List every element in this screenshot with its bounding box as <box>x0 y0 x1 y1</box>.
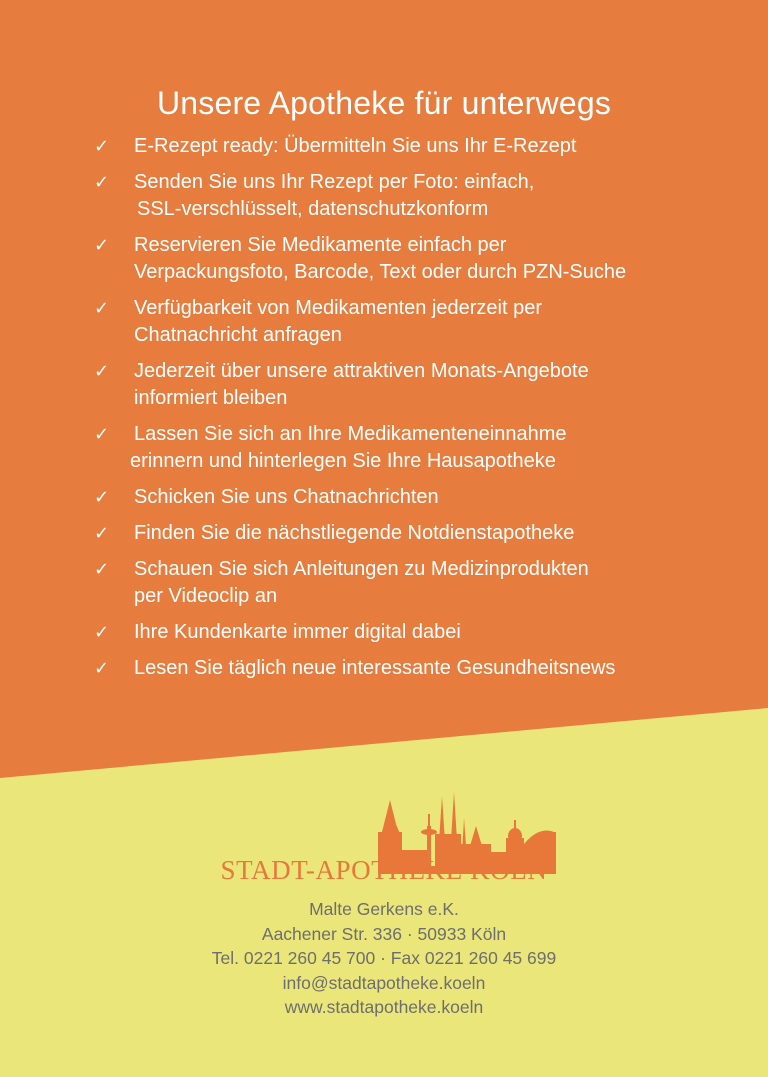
feature-text: Schicken Sie uns Chatnachrichten <box>134 486 439 508</box>
feature-item <box>94 619 734 646</box>
checkmark-icon: ✓ <box>94 559 110 580</box>
feature-item <box>94 421 734 475</box>
feature-item <box>94 133 734 160</box>
feature-text: erinnern und hinterlegen Sie Ihre Hausapotheke <box>130 450 556 472</box>
feature-text: Senden Sie uns Ihr Rezept per Foto: einfach, <box>134 171 535 193</box>
feature-text: Lassen Sie sich an Ihre Medikamenteneinnahme <box>134 423 567 445</box>
feature-item <box>94 169 734 223</box>
checkmark-icon: ✓ <box>94 172 110 193</box>
feature-text: per Videoclip an <box>134 585 278 607</box>
feature-text: Verfügbarkeit von Medikamenten jederzeit per <box>134 297 543 319</box>
contact-block <box>0 897 768 1020</box>
checkmark-icon: ✓ <box>94 361 110 382</box>
checkmark-icon: ✓ <box>94 235 110 256</box>
feature-text: Reservieren Sie Medikamente einfach per <box>134 234 507 256</box>
feature-item <box>94 232 734 286</box>
feature-text: Ihre Kundenkarte immer digital dabei <box>134 621 461 643</box>
feature-text: Verpackungsfoto, Barcode, Text oder durch PZN-Suche <box>134 261 627 283</box>
feature-item <box>94 484 734 511</box>
feature-text: informiert bleiben <box>134 387 288 409</box>
feature-item <box>94 520 734 547</box>
address: Aachener Str. 336 · 50933 Köln <box>261 923 507 944</box>
feature-item <box>94 295 734 349</box>
feature-text: E-Rezept ready: Übermitteln Sie uns Ihr E-Rezept <box>134 135 577 157</box>
feature-text: Lesen Sie täglich neue interessante Gesundheitsnews <box>134 657 616 679</box>
feature-item <box>94 358 734 412</box>
checkmark-icon: ✓ <box>94 622 110 643</box>
owner-name: Malte Gerkens e.K. <box>309 899 459 919</box>
feature-text: Finden Sie die nächstliegende Notdienstapotheke <box>134 522 575 544</box>
checkmark-icon: ✓ <box>94 523 110 544</box>
phone-fax: Tel. 0221 260 45 700 · Fax 0221 260 45 699 <box>211 948 557 968</box>
feature-list <box>94 133 734 691</box>
checkmark-icon: ✓ <box>94 658 110 679</box>
website-link[interactable]: www.stadtapotheke.koeln <box>284 997 484 1017</box>
feature-text: SSL-verschlüsselt, datenschutzkonform <box>137 198 489 220</box>
feature-text: Jederzeit über unsere attraktiven Monats-Angebote <box>134 360 589 382</box>
feature-item <box>94 655 734 682</box>
feature-text: Chatnachricht anfragen <box>134 324 342 346</box>
feature-item <box>94 556 734 610</box>
checkmark-icon: ✓ <box>94 136 110 157</box>
checkmark-icon: ✓ <box>94 298 110 319</box>
email-link[interactable]: info@stadtapotheke.koeln <box>282 972 486 993</box>
checkmark-icon: ✓ <box>94 424 110 445</box>
brand-name: STADT-APOTHEKE KÖLN <box>220 855 548 885</box>
page-title: Unsere Apotheke für unterwegs <box>156 85 612 122</box>
feature-text: Schauen Sie sich Anleitungen zu Medizinprodukten <box>134 558 589 580</box>
checkmark-icon: ✓ <box>94 487 110 508</box>
